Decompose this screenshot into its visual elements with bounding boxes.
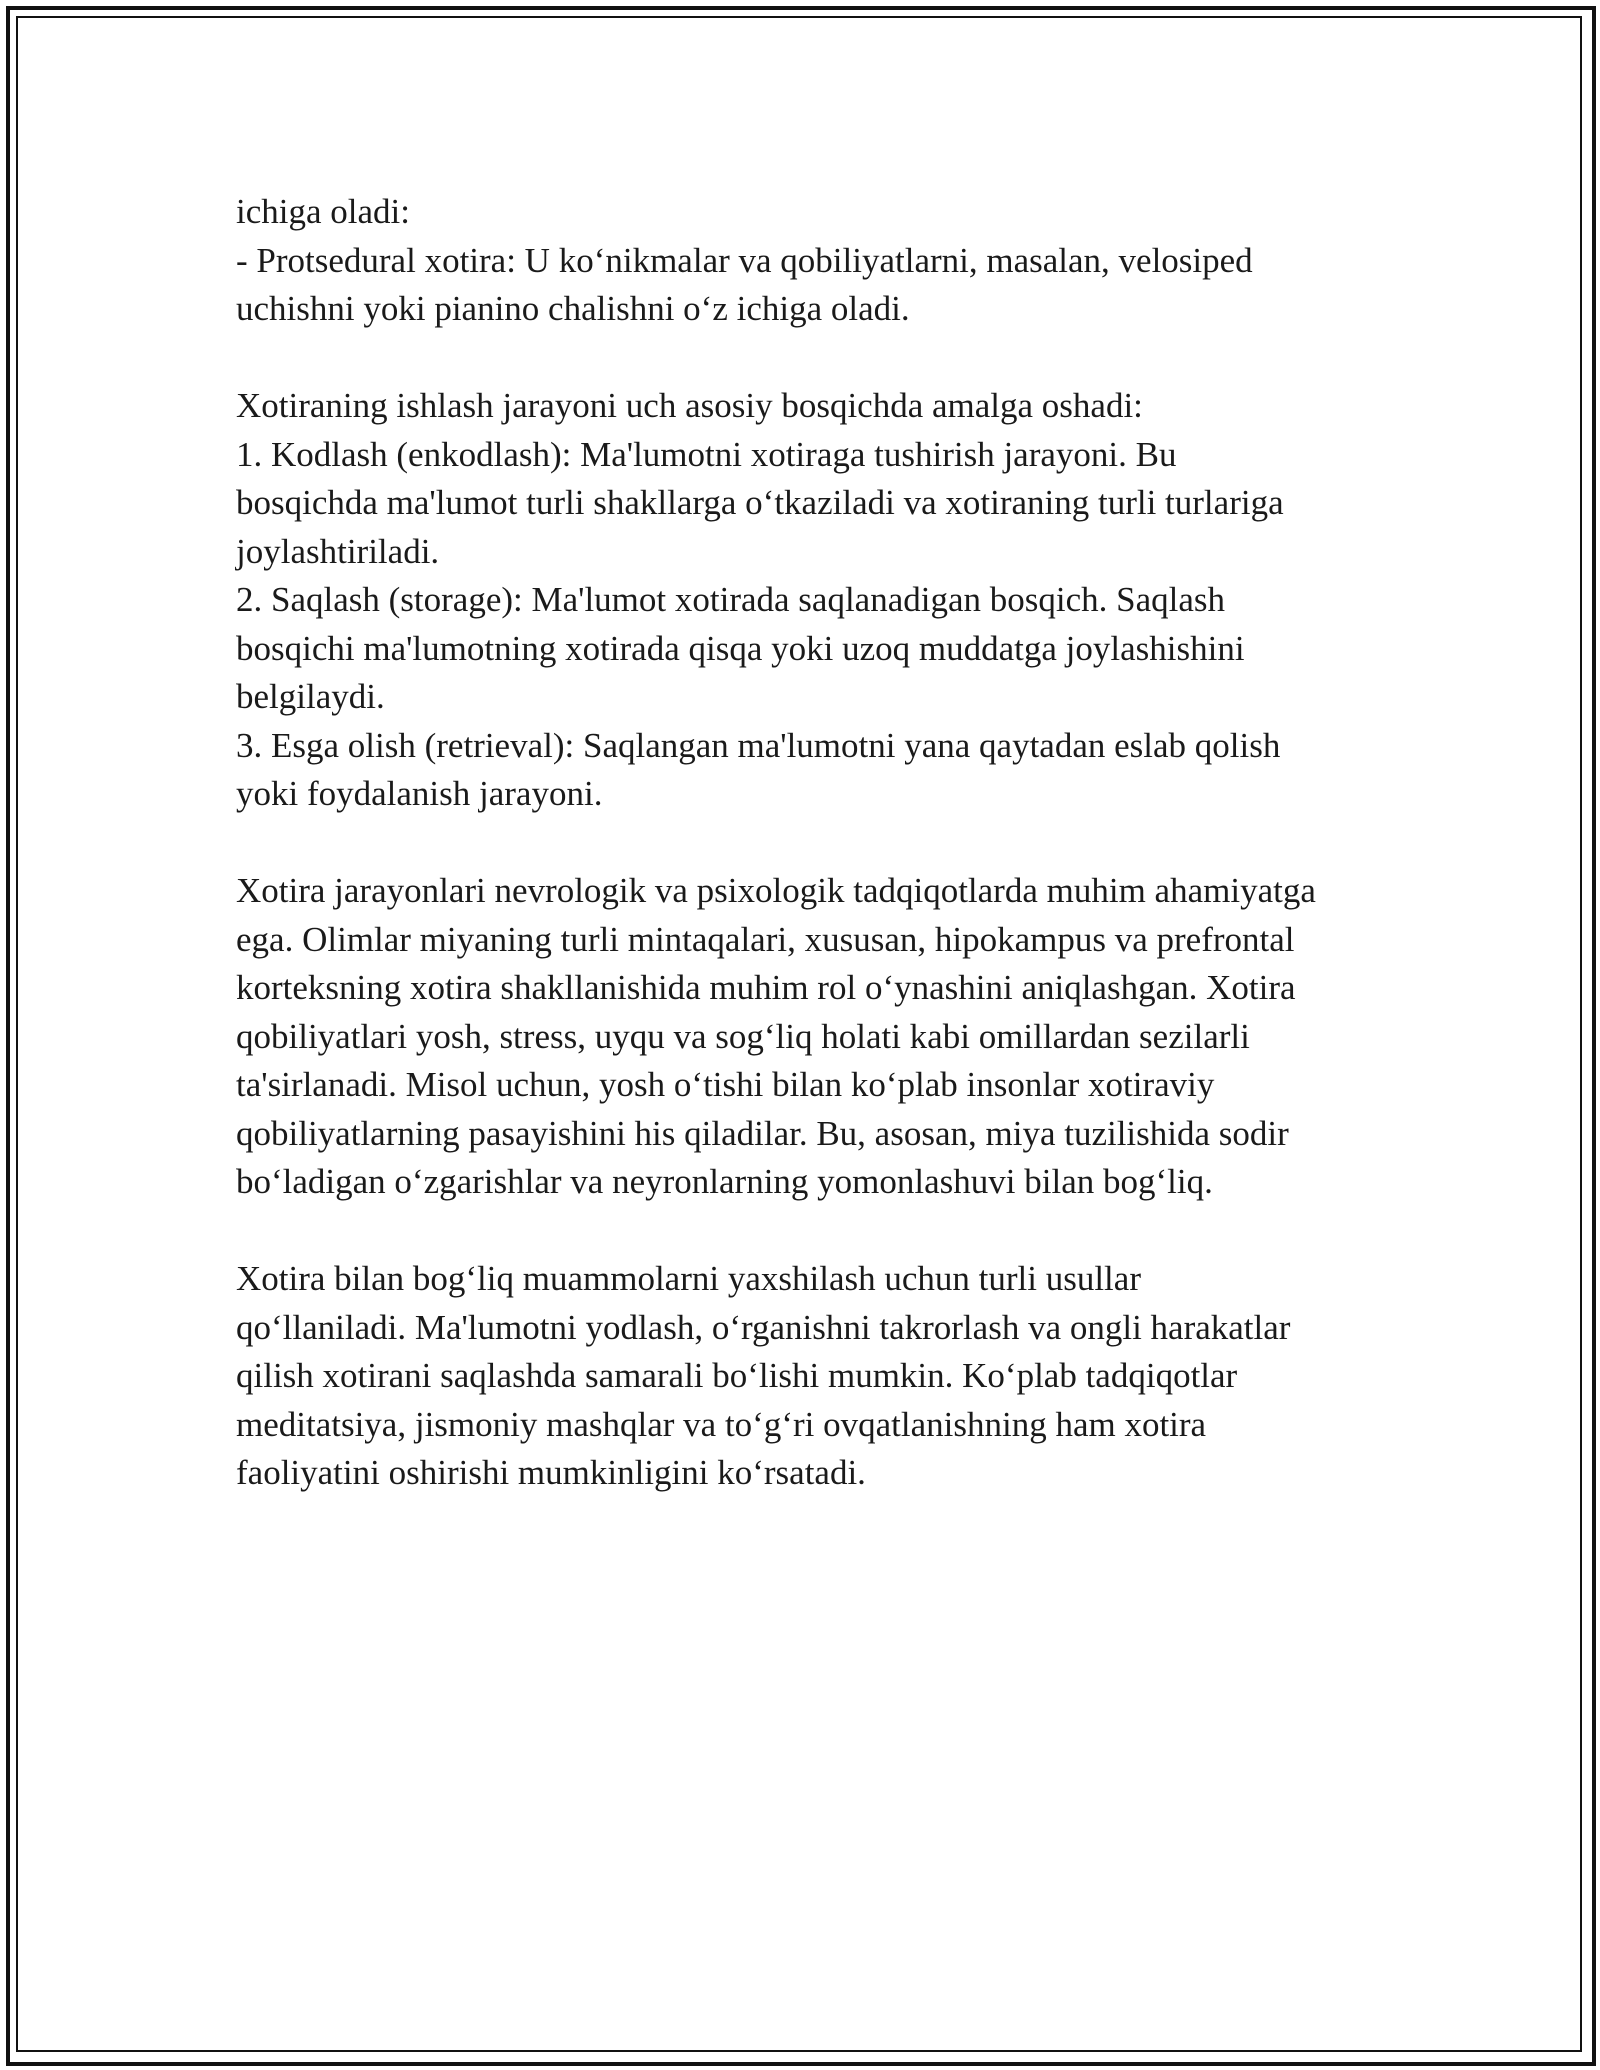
text-line: qobiliyatlarning pasayishini his qiladilar. Bu, asosan, miya tuzilishida sodir — [236, 1113, 1289, 1153]
text-line: 1. Kodlash (enkodlash): Ma'lumotni xotiraga tushirish jarayoni. Bu — [236, 434, 1177, 474]
text-line: ichiga oladi: — [236, 192, 410, 231]
paragraph-4 — [236, 1255, 1396, 1498]
text-line: yoki foydalanish jarayoni. — [236, 774, 603, 813]
text-line: faoliyatini oshirishi mumkinligini ko‘rsatadi. — [236, 1453, 866, 1492]
text-line: uchishni yoki pianino chalishni o‘z ichiga oladi. — [236, 289, 910, 328]
paragraph-2 — [236, 382, 1396, 819]
paragraph-3 — [236, 867, 1396, 1207]
text-line: 2. Saqlash (storage): Ma'lumot xotirada saqlanadigan bosqich. Saqlash — [236, 580, 1226, 619]
paragraph-1 — [236, 188, 1396, 334]
text-line: qobiliyatlari yosh, stress, uyqu va sog‘liq holati kabi omillardan sezilarli — [236, 1016, 1250, 1056]
text-line: Xotiraning ishlash jarayoni uch asosiy bosqichda amalga oshadi: — [236, 386, 1143, 425]
text-line: 3. Esga olish (retrieval): Saqlangan ma'lumotni yana qaytadan eslab qolish — [236, 725, 1281, 765]
text-line: ta'sirlanadi. Misol uchun, yosh o‘tishi bilan ko‘plab insonlar xotiraviy — [236, 1065, 1215, 1104]
text-line: bosqichda ma'lumot turli shakllarga o‘tkaziladi va xotiraning turli turlariga — [236, 483, 1284, 522]
text-line: qilish xotirani saqlashda samarali bo‘lishi mumkin. Ko‘plab tadqiqotlar — [236, 1356, 1238, 1395]
text-line: bo‘ladigan o‘zgarishlar va neyronlarning yomonlashuvi bilan bog‘liq. — [236, 1162, 1213, 1201]
text-line: joylashtiriladi. — [236, 531, 440, 571]
text-line: belgilaydi. — [236, 677, 385, 716]
text-line: korteksning xotira shakllanishida muhim rol o‘ynashini aniqlashgan. Xotira — [236, 968, 1296, 1007]
text-line: bosqichi ma'lumotning xotirada qisqa yoki uzoq muddatga joylashishini — [236, 628, 1245, 668]
text-line: ega. Olimlar miyaning turli mintaqalari, xususan, hipokampus va prefrontal — [236, 919, 1295, 959]
text-line: Xotira jarayonlari nevrologik va psixologik tadqiqotlarda muhim ahamiyatga — [236, 871, 1316, 910]
document-body — [236, 188, 1396, 1498]
text-line: Xotira bilan bog‘liq muammolarni yaxshilash uchun turli usullar — [236, 1259, 1141, 1298]
text-line: - Protsedural xotira: U ko‘nikmalar va qobiliyatlarni, masalan, velosiped — [236, 240, 1253, 280]
text-line: qo‘llaniladi. Ma'lumotni yodlash, o‘rganishni takrorlash va ongli harakatlar — [236, 1307, 1291, 1347]
text-line: meditatsiya, jismoniy mashqlar va to‘g‘ri ovqatlanishning ham xotira — [236, 1404, 1207, 1444]
